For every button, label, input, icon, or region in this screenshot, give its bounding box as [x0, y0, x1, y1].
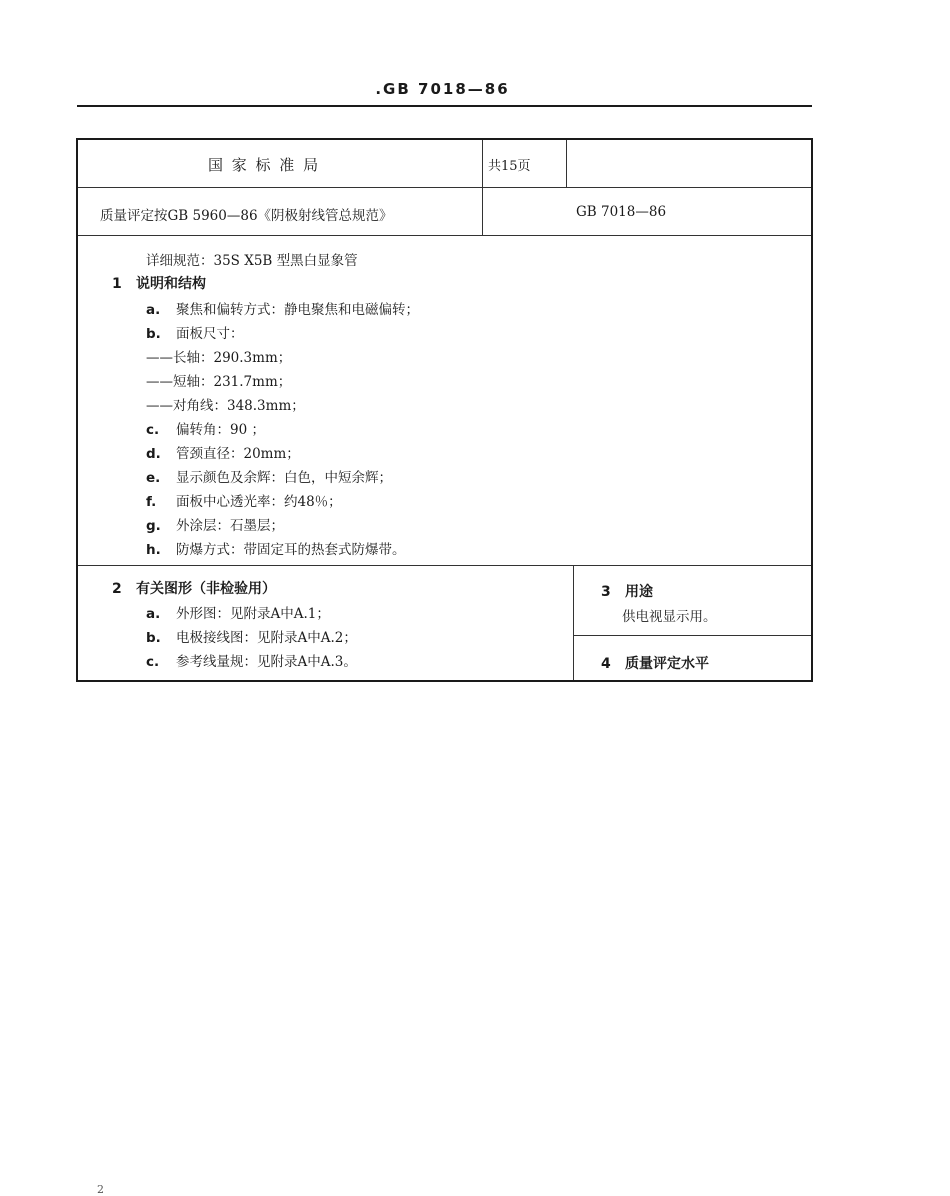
item-marker: e. — [146, 470, 161, 486]
section3-number: 3 — [601, 584, 611, 600]
row-divider-1 — [78, 187, 811, 188]
section1-subitem — [146, 370, 291, 390]
item-text: 电极接线图：见附录A中A.2； — [176, 630, 357, 646]
section4-title: 质量评定水平 — [625, 656, 709, 672]
item-text: 聚焦和偏转方式：静电聚焦和电磁偏转； — [176, 302, 419, 318]
section2-title: 有关图形（非检验用） — [136, 581, 276, 597]
section2-heading — [112, 578, 276, 598]
issuer-cell: 国 家 标 准 局 — [208, 156, 321, 174]
section3-heading — [601, 581, 653, 601]
section1-item — [146, 490, 342, 510]
section2-item — [146, 602, 330, 622]
item-marker: f. — [146, 494, 157, 510]
item-text: 外形图：见附录A中A.1； — [176, 606, 330, 622]
row-divider-4 — [573, 635, 811, 636]
section1-item — [146, 442, 300, 462]
item-text: 防爆方式：带固定耳的热套式防爆带。 — [176, 542, 406, 558]
pages-cell: 共15页 — [488, 159, 531, 174]
item-text: 显示颜色及余辉：白色，中短余辉； — [176, 470, 392, 486]
col-divider-2 — [566, 140, 567, 187]
standard-code-cell: GB 7018—86 — [576, 204, 667, 220]
item-text: ——短轴：231.7mm； — [146, 374, 292, 390]
item-marker: d. — [146, 446, 161, 462]
item-marker: a. — [146, 606, 161, 622]
section1-subitem — [146, 394, 305, 414]
section3-text: 供电视显示用。 — [622, 609, 717, 625]
section2-item — [146, 650, 357, 670]
item-text: 参考线量规：见附录A中A.3。 — [176, 654, 357, 670]
item-text: 外涂层：石墨层； — [176, 518, 284, 534]
row-divider-2 — [78, 235, 811, 236]
section1-subitem — [146, 346, 291, 366]
section1-item — [146, 538, 406, 558]
item-marker: a. — [146, 302, 161, 318]
item-text: 面板尺寸： — [176, 326, 244, 342]
item-marker: b. — [146, 326, 161, 342]
col-divider-3 — [573, 565, 574, 680]
detail-spec-line: 详细规范：35S X5B 型黑白显象管 — [146, 253, 358, 269]
item-marker: c. — [146, 422, 160, 438]
section2-number: 2 — [112, 581, 122, 597]
spec-table — [76, 138, 813, 682]
section1-title: 说明和结构 — [136, 276, 206, 292]
item-text: ——对角线：348.3mm； — [146, 398, 305, 414]
section3-title: 用途 — [625, 584, 653, 600]
quality-basis-cell: 质量评定按GB 5960—86《阴极射线管总规范》 — [100, 208, 393, 224]
col-divider-1 — [482, 140, 483, 235]
section2-item — [146, 626, 357, 646]
standard-number-header: .GB 7018—86 — [375, 80, 510, 98]
section4-heading — [601, 653, 709, 673]
section1-item — [146, 514, 284, 534]
row-divider-3 — [78, 565, 811, 566]
section1-item — [146, 466, 392, 486]
section1-number: 1 — [112, 276, 122, 292]
item-marker: b. — [146, 630, 161, 646]
item-text: 面板中心透光率：约48％； — [176, 494, 342, 510]
section1-heading — [112, 273, 206, 293]
section1-item — [146, 298, 419, 318]
section1-item — [146, 322, 244, 342]
section1-item — [146, 418, 265, 438]
item-text: ——长轴：290.3mm； — [146, 350, 292, 366]
header-rule — [77, 105, 812, 107]
item-marker: g. — [146, 518, 161, 534]
section4-number: 4 — [601, 656, 611, 672]
page-number: 2 — [97, 1183, 104, 1196]
item-marker: h. — [146, 542, 161, 558]
item-text: 偏转角：90 ； — [176, 422, 265, 438]
item-text: 管颈直径：20mm； — [176, 446, 300, 462]
item-marker: c. — [146, 654, 160, 670]
